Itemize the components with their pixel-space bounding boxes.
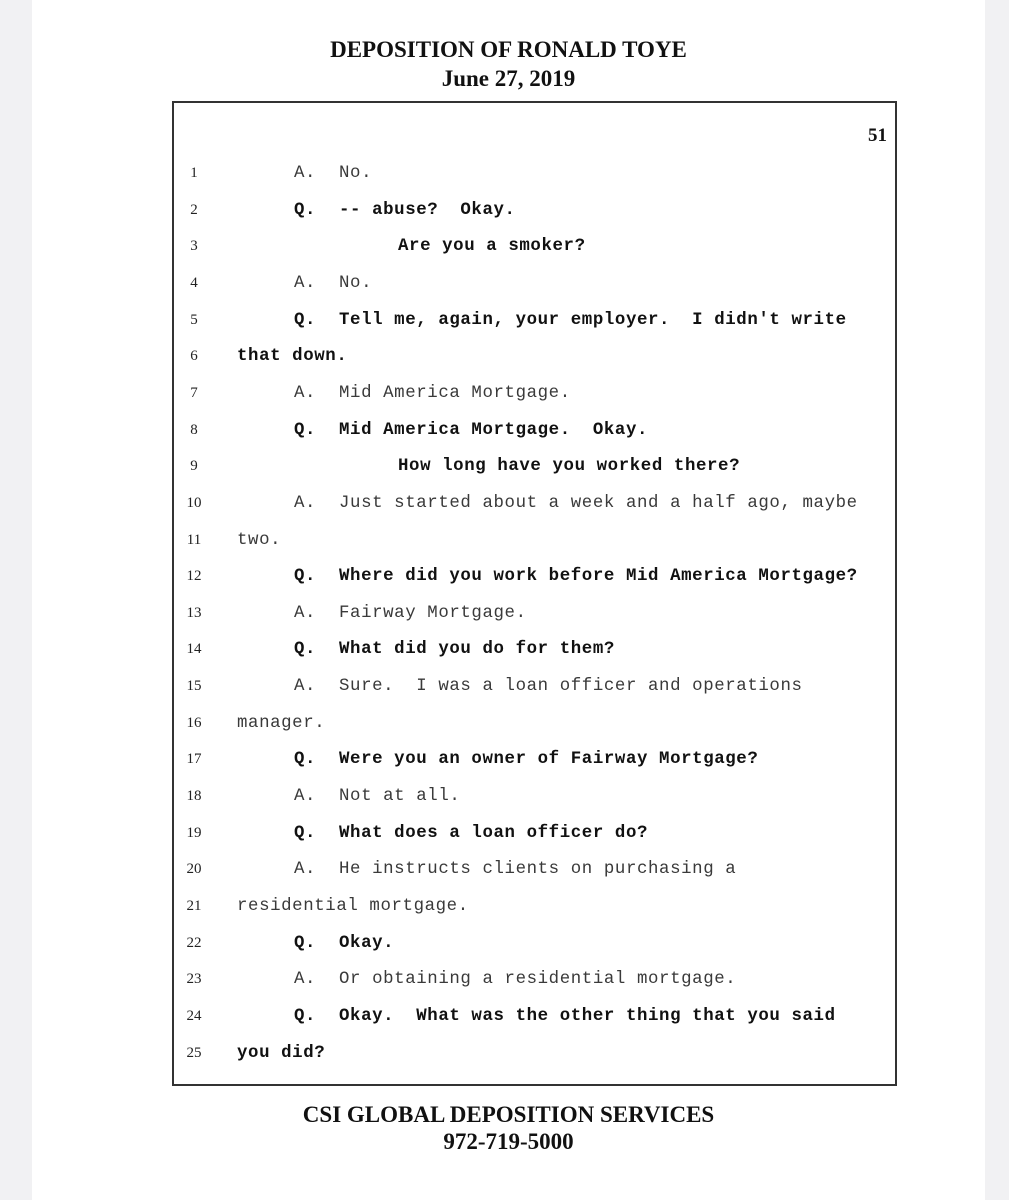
transcript-line: [172, 930, 897, 960]
answer-marker: A.: [294, 860, 317, 880]
answer-text: No.: [339, 273, 373, 293]
line-number: 6: [190, 348, 198, 365]
answer-text: No.: [339, 164, 373, 183]
transcript-line: [172, 453, 897, 483]
answer-marker: A.: [294, 787, 317, 807]
question-marker: Q.: [294, 200, 317, 220]
transcript-line: [172, 490, 897, 520]
transcript-line: [172, 307, 897, 337]
transcript-line: [172, 380, 897, 410]
line-number: 23: [186, 971, 202, 988]
question-text: Where did you work before Mid America Mortgage?: [339, 567, 858, 587]
line-number: 9: [190, 458, 198, 475]
question-text: Okay.: [339, 933, 395, 953]
line-number: 8: [190, 421, 198, 438]
transcript-line: [172, 856, 897, 886]
line-number: 2: [190, 201, 198, 218]
transcript-line: [172, 563, 897, 593]
answer-marker: A.: [294, 493, 317, 513]
question-marker: Q.: [294, 750, 317, 770]
deposition-date: June 27, 2019: [441, 66, 576, 91]
answer-marker: A.: [294, 970, 317, 990]
transcript-line: [172, 233, 897, 263]
question-text: Tell me, again, your employer. I didn't write: [339, 310, 847, 330]
answer-text: Fairway Mortgage.: [339, 603, 527, 623]
transcript-line: [172, 270, 897, 300]
line-number: 3: [190, 238, 198, 255]
answer-text: Just started about a week and a half ago, maybe: [339, 493, 858, 513]
question-marker: Q.: [294, 567, 317, 587]
answer-marker: A.: [294, 383, 317, 403]
answer-text: Not at all.: [339, 787, 461, 807]
line-number: 12: [186, 568, 202, 585]
document-page: [32, 0, 985, 1200]
line-number: 21: [186, 898, 202, 914]
question-text: Okay. What was the other thing that you said: [339, 1006, 836, 1026]
transcript-line: [172, 1003, 897, 1033]
answer-text: Or obtaining a residential mortgage.: [339, 970, 737, 990]
question-text: Mid America Mortgage. Okay.: [339, 420, 649, 440]
question-text: Were you an owner of Fairway Mortgage?: [339, 750, 759, 770]
question-text: you did?: [237, 1043, 326, 1063]
question-text: -- abuse? Okay.: [339, 200, 516, 220]
answer-text: residential mortgage.: [237, 897, 469, 916]
question-text: Are you a smoker?: [398, 237, 586, 257]
question-text: that down.: [237, 347, 348, 367]
transcript-line: [172, 160, 897, 190]
line-number: 7: [190, 384, 198, 401]
transcript-line: [172, 527, 897, 557]
answer-text: Mid America Mortgage.: [339, 383, 571, 403]
answer-marker: A.: [294, 164, 317, 183]
line-number: 19: [186, 824, 202, 841]
answer-text: manager.: [237, 713, 326, 733]
footer-phone: 972-719-5000: [443, 1129, 574, 1154]
answer-text: two.: [237, 530, 282, 550]
question-text: What did you do for them?: [339, 640, 615, 660]
footer-company: CSI GLOBAL DEPOSITION SERVICES: [302, 1102, 715, 1127]
question-text: What does a loan officer do?: [339, 823, 649, 843]
answer-text: Sure. I was a loan officer and operations: [339, 677, 803, 697]
answer-marker: A.: [294, 677, 317, 697]
transcript-line: [172, 1040, 897, 1070]
line-number: 14: [186, 641, 202, 658]
question-marker: Q.: [294, 310, 317, 330]
line-number: 4: [190, 274, 198, 291]
question-text: How long have you worked there?: [398, 457, 741, 477]
transcript-line: [172, 343, 897, 373]
line-number: 5: [190, 311, 198, 328]
deposition-title: DEPOSITION OF RONALD TOYE: [330, 37, 687, 62]
answer-marker: A.: [294, 603, 317, 623]
transcript-line: [172, 820, 897, 850]
question-marker: Q.: [294, 420, 317, 440]
line-number: 13: [186, 604, 202, 621]
answer-marker: A.: [294, 273, 317, 293]
question-marker: Q.: [294, 1006, 317, 1026]
transcript-line: [172, 746, 897, 776]
page-number: 51: [868, 125, 887, 146]
answer-text: He instructs clients on purchasing a: [339, 860, 737, 880]
line-number: 11: [186, 531, 202, 548]
transcript-line: [172, 417, 897, 447]
transcript-line: [172, 636, 897, 666]
transcript-line: [172, 673, 897, 703]
line-number: 16: [186, 714, 202, 731]
transcript-line: [172, 197, 897, 227]
line-number: 10: [186, 494, 202, 511]
transcript-line: [172, 783, 897, 813]
line-number: 1: [190, 165, 198, 181]
question-marker: Q.: [294, 933, 317, 953]
line-number: 15: [186, 678, 202, 695]
line-number: 22: [186, 934, 202, 951]
transcript-line: [172, 710, 897, 740]
transcript-line: [172, 893, 897, 923]
line-number: 25: [186, 1044, 202, 1061]
question-marker: Q.: [294, 640, 317, 660]
question-marker: Q.: [294, 823, 317, 843]
line-number: 24: [186, 1007, 202, 1024]
line-number: 18: [186, 788, 202, 805]
transcript-line: [172, 966, 897, 996]
transcript-line: [172, 600, 897, 630]
line-number: 17: [186, 751, 202, 768]
line-number: 20: [186, 861, 202, 878]
